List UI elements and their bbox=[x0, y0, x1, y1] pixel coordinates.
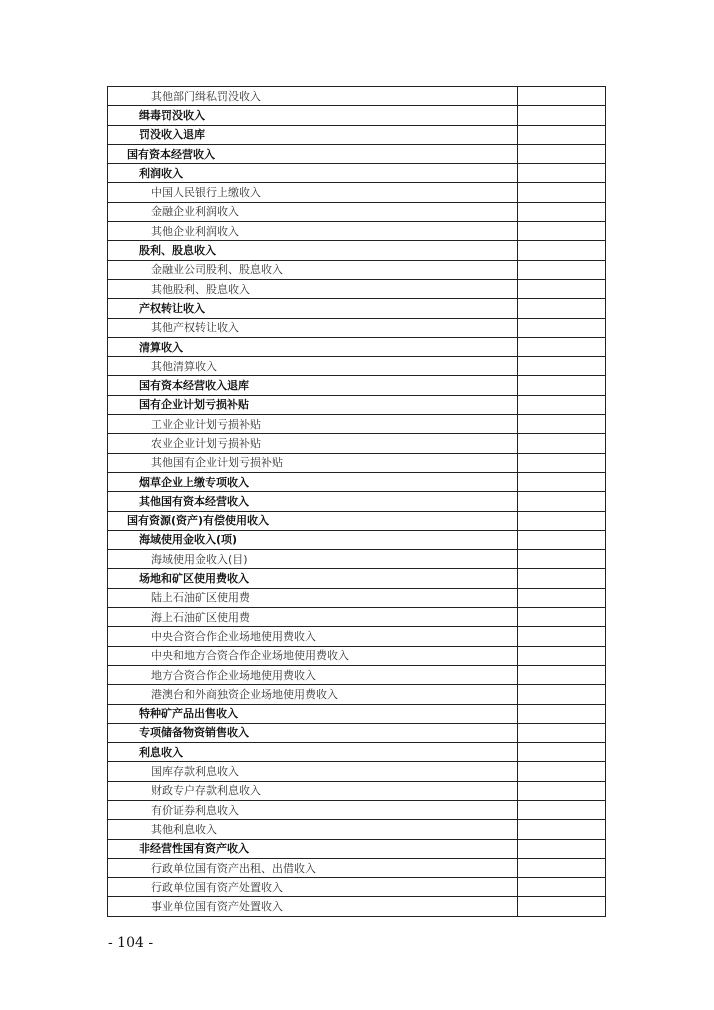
budget-item-value bbox=[518, 646, 606, 665]
budget-item-value bbox=[518, 357, 606, 376]
table-row bbox=[108, 202, 606, 221]
table-row bbox=[108, 453, 606, 472]
table-row bbox=[108, 704, 606, 723]
budget-item-value bbox=[518, 337, 606, 356]
budget-item-name: 场地和矿区使用费收入 bbox=[108, 569, 518, 588]
budget-item-name: 专项储备物资销售收入 bbox=[108, 723, 518, 742]
table-row bbox=[108, 472, 606, 491]
budget-item-value bbox=[518, 299, 606, 318]
budget-item-name: 烟草企业上缴专项收入 bbox=[108, 472, 518, 491]
table-row bbox=[108, 627, 606, 646]
budget-item-value bbox=[518, 164, 606, 183]
table-row bbox=[108, 337, 606, 356]
budget-item-name: 中国人民银行上缴收入 bbox=[108, 183, 518, 202]
budget-item-name: 国有资源(资产)有偿使用收入 bbox=[108, 511, 518, 530]
table-row bbox=[108, 125, 606, 144]
budget-item-name: 其他股利、股息收入 bbox=[108, 279, 518, 298]
table-row bbox=[108, 357, 606, 376]
table-row bbox=[108, 376, 606, 395]
budget-item-value bbox=[518, 800, 606, 819]
budget-item-value bbox=[518, 530, 606, 549]
table-row bbox=[108, 415, 606, 434]
table-row bbox=[108, 318, 606, 337]
budget-item-value bbox=[518, 202, 606, 221]
table-row bbox=[108, 434, 606, 453]
budget-item-value bbox=[518, 550, 606, 569]
budget-item-name: 国有资本经营收入退库 bbox=[108, 376, 518, 395]
budget-item-name: 清算收入 bbox=[108, 337, 518, 356]
budget-item-value bbox=[518, 878, 606, 897]
budget-item-name: 利润收入 bbox=[108, 164, 518, 183]
budget-item-name: 金融业公司股利、股息收入 bbox=[108, 260, 518, 279]
budget-item-name: 其他部门缉私罚没收入 bbox=[108, 87, 518, 106]
budget-item-name: 国有资本经营收入 bbox=[108, 144, 518, 163]
table-row bbox=[108, 550, 606, 569]
table-row bbox=[108, 685, 606, 704]
budget-item-name: 利息收入 bbox=[108, 743, 518, 762]
budget-item-name: 其他产权转让收入 bbox=[108, 318, 518, 337]
table-row bbox=[108, 723, 606, 742]
budget-item-value bbox=[518, 762, 606, 781]
budget-item-value bbox=[518, 588, 606, 607]
table-row bbox=[108, 87, 606, 106]
budget-item-value bbox=[518, 897, 606, 916]
budget-item-value bbox=[518, 183, 606, 202]
table-row bbox=[108, 279, 606, 298]
budget-item-name: 海域使用金收入(项) bbox=[108, 530, 518, 549]
budget-item-value bbox=[518, 839, 606, 858]
budget-item-name: 股利、股息收入 bbox=[108, 241, 518, 260]
budget-item-name: 罚没收入退库 bbox=[108, 125, 518, 144]
budget-item-name: 行政单位国有资产处置收入 bbox=[108, 878, 518, 897]
table-row bbox=[108, 781, 606, 800]
table-row bbox=[108, 183, 606, 202]
table-row bbox=[108, 608, 606, 627]
budget-item-value bbox=[518, 472, 606, 491]
budget-item-name: 其他国有企业计划亏损补贴 bbox=[108, 453, 518, 472]
table-row bbox=[108, 395, 606, 414]
budget-item-name: 行政单位国有资产出租、出借收入 bbox=[108, 858, 518, 877]
budget-item-name: 有价证券利息收入 bbox=[108, 800, 518, 819]
budget-item-value bbox=[518, 395, 606, 414]
budget-item-value bbox=[518, 743, 606, 762]
table-row bbox=[108, 762, 606, 781]
budget-item-value bbox=[518, 415, 606, 434]
budget-item-name: 工业企业计划亏损补贴 bbox=[108, 415, 518, 434]
table-row bbox=[108, 164, 606, 183]
budget-item-value bbox=[518, 511, 606, 530]
budget-item-name: 财政专户存款利息收入 bbox=[108, 781, 518, 800]
budget-item-name: 其他企业利润收入 bbox=[108, 222, 518, 241]
table-row bbox=[108, 144, 606, 163]
budget-item-value bbox=[518, 434, 606, 453]
table-row bbox=[108, 569, 606, 588]
budget-item-name: 其他清算收入 bbox=[108, 357, 518, 376]
table-row bbox=[108, 858, 606, 877]
budget-item-value bbox=[518, 241, 606, 260]
budget-item-value bbox=[518, 704, 606, 723]
budget-item-value bbox=[518, 87, 606, 106]
budget-subject-table bbox=[107, 86, 606, 917]
budget-item-value bbox=[518, 627, 606, 646]
budget-item-name: 金融企业利润收入 bbox=[108, 202, 518, 221]
budget-item-name: 产权转让收入 bbox=[108, 299, 518, 318]
table-row bbox=[108, 878, 606, 897]
table-row bbox=[108, 106, 606, 125]
budget-item-value bbox=[518, 106, 606, 125]
budget-item-value bbox=[518, 781, 606, 800]
budget-item-name: 特种矿产品出售收入 bbox=[108, 704, 518, 723]
budget-item-value bbox=[518, 279, 606, 298]
budget-item-name: 陆上石油矿区使用费 bbox=[108, 588, 518, 607]
table-row bbox=[108, 743, 606, 762]
budget-item-name: 农业企业计划亏损补贴 bbox=[108, 434, 518, 453]
table-row bbox=[108, 260, 606, 279]
budget-item-value bbox=[518, 685, 606, 704]
table-row bbox=[108, 511, 606, 530]
budget-item-name: 中央和地方合资合作企业场地使用费收入 bbox=[108, 646, 518, 665]
budget-item-name: 海上石油矿区使用费 bbox=[108, 608, 518, 627]
budget-item-name: 国有企业计划亏损补贴 bbox=[108, 395, 518, 414]
budget-item-value bbox=[518, 858, 606, 877]
table-row bbox=[108, 241, 606, 260]
table-row bbox=[108, 530, 606, 549]
budget-item-value bbox=[518, 144, 606, 163]
budget-item-name: 非经营性国有资产收入 bbox=[108, 839, 518, 858]
budget-item-value bbox=[518, 665, 606, 684]
budget-item-name: 其他利息收入 bbox=[108, 820, 518, 839]
budget-item-name: 国库存款利息收入 bbox=[108, 762, 518, 781]
budget-item-value bbox=[518, 376, 606, 395]
budget-item-value bbox=[518, 125, 606, 144]
table-row bbox=[108, 820, 606, 839]
table-row bbox=[108, 800, 606, 819]
budget-item-name: 事业单位国有资产处置收入 bbox=[108, 897, 518, 916]
budget-item-name: 港澳台和外商独资企业场地使用费收入 bbox=[108, 685, 518, 704]
budget-item-name: 地方合资合作企业场地使用费收入 bbox=[108, 665, 518, 684]
budget-item-value bbox=[518, 492, 606, 511]
budget-item-value bbox=[518, 260, 606, 279]
budget-item-value bbox=[518, 318, 606, 337]
budget-item-name: 其他国有资本经营收入 bbox=[108, 492, 518, 511]
table-row bbox=[108, 665, 606, 684]
budget-item-value bbox=[518, 608, 606, 627]
table-row bbox=[108, 646, 606, 665]
budget-item-name: 海域使用金收入(目) bbox=[108, 550, 518, 569]
budget-item-name: 中央合资合作企业场地使用费收入 bbox=[108, 627, 518, 646]
budget-item-value bbox=[518, 453, 606, 472]
budget-item-name: 缉毒罚没收入 bbox=[108, 106, 518, 125]
table-row bbox=[108, 492, 606, 511]
budget-item-value bbox=[518, 820, 606, 839]
budget-item-value bbox=[518, 723, 606, 742]
page-number: - 104 - bbox=[108, 935, 154, 951]
table-row bbox=[108, 299, 606, 318]
table-row bbox=[108, 839, 606, 858]
budget-item-value bbox=[518, 222, 606, 241]
budget-item-value bbox=[518, 569, 606, 588]
table-row bbox=[108, 222, 606, 241]
table-row bbox=[108, 897, 606, 916]
table-body bbox=[108, 87, 606, 917]
table-row bbox=[108, 588, 606, 607]
